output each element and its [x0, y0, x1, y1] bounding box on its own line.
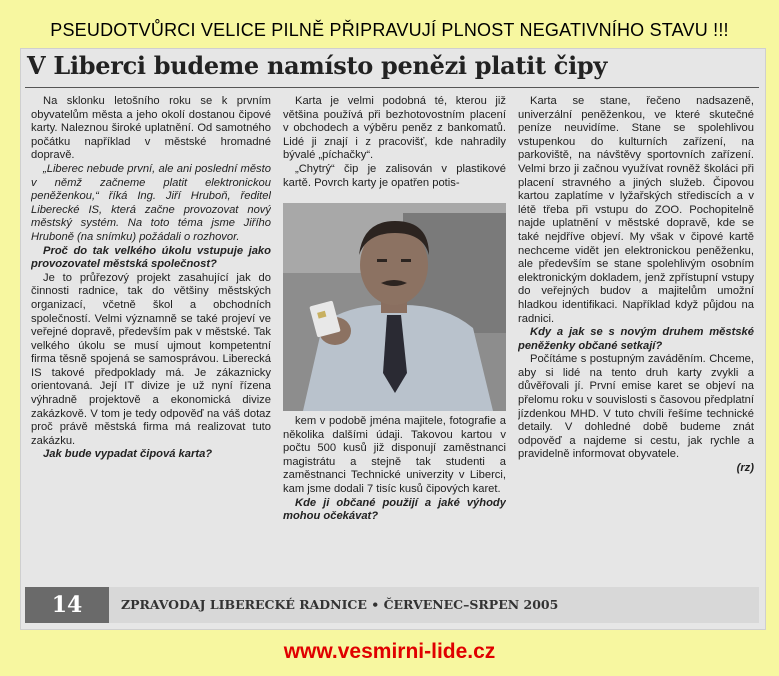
newspaper-clipping [20, 48, 766, 630]
article-paragraph: Karta je velmi podobná té, kterou již většina používá při bezhotovostním placení v obchodech a výběru peněz z bankomatů. Lidé ji znají i z pracovišť, kde nahradily bývalé „píchačky“. [283, 95, 506, 162]
article-paragraph: Je to průřezový projekt zasahující jak do činnosti radnice, tak do většiny městských organizací, včetně škol a obchodních společností. Velmi významně se také projeví ve veřejné dopravě, především pak v městské. Tak velkého úkolu se musí ujmout kompetentní firma těsně spojená se samosprávou. Liberecká IS takové předpoklady má. Je zákaznicky orientovaná. Její IT divize je už nyní řízena výhradně projektově a ekonomická divize zakázkově. V tom je tedy odpověď na váš dotaz proč právě městská firma má realizovat tuto zakázku. [31, 271, 271, 447]
column-3 [283, 415, 506, 575]
column-2 [283, 95, 506, 200]
portrait-photo [283, 203, 506, 411]
page-number: 14 [25, 587, 109, 623]
article-photo [283, 203, 506, 411]
website-url[interactable]: www.vesmirni-lide.cz [283, 640, 496, 663]
article-headline: V Liberci budeme namísto penězi platit čipy [27, 51, 608, 80]
article-paragraph: Na sklonku letošního roku se k prvním obyvatelům města a jeho okolí dostanou čipové karty. Naleznou široké uplatnění. Od samotného počátku například v městské hromadné dopravě. [31, 95, 271, 162]
article-paragraph: Karta se stane, řečeno nadsazeně, univerzální peněženkou, ve které skutečné peníze neuvidíme. Stane se spolehlivou vstupenkou do kulturních zařízení, na parkoviště, na návštěvy sportovních zařízení. Velmi brzo ji začnou využívat rovněž školáci při placení stravného a jiných služeb. Čipovou kartou zaplatíme v lyžařských střediscích a v létě třeba při vstupu do ZOO. Pochopitelně najde uplatnění v městské dopravě, kde se také nejdříve objeví. My však v čipové kartě nechceme vidět jen elektronickou peněženku, ale především se stane spolehlivým osobním elektronickým dokladem, jenž zpřístupní vstupy do veřejných budov a majitelům umožní hladkou identifikaci. Například když půjdou na radnici. [518, 95, 754, 325]
publication-footer: ZPRAVODAJ LIBERECKÉ RADNICE • ČERVENEC–SRPEN 2005 [121, 597, 559, 612]
article-paragraph: „Liberec nebude první, ale ani poslední město v němž začneme platit elektronickou peněženkou,“ říká Ing. Jiří Hruboň, ředitel Liberecké IS, která začne provozovat nový městský systém. Na toto téma jsme Jiřího Hruboně (na snímku) požádali o rozhovor. [31, 162, 271, 243]
interview-question: Jak bude vypadat čipová karta? [43, 448, 213, 461]
banner-title: PSEUDOTVŮRCI VELICE PILNĚ PŘIPRAVUJÍ PLNOST NEGATIVNÍHO STAVU !!! [50, 20, 729, 40]
interview-question: Kdy a jak se s novým druhem městské peněženky občané setkají? [518, 326, 754, 352]
interview-question: Proč do tak velkého úkolu vstupuje jako provozovatel městská společnost? [31, 244, 271, 271]
interview-question: Kde ji občané použijí a jaké výhody mohou očekávat? [283, 496, 506, 523]
column-1 [31, 95, 271, 575]
column-4 [518, 95, 754, 575]
article-paragraph: kem v podobě jména majitele, fotografie a několika dalšími údaji. Takovou kartou v počtu 500 kusů již disponují zaměstnanci magistrátu a stejně tak studenti a zaměstnanci Technické univerzity v Liberci, kam jsme dodali 7 tisíc kusů čipových karet. [283, 415, 506, 495]
author-initials: (rz) [736, 462, 754, 475]
article-paragraph: „Chytrý“ čip je zalisován v plastikové kartě. Povrch karty je opatřen potis- [283, 162, 506, 189]
article-paragraph: Počítáme s postupným zaváděním. Chceme, aby si lidé na tento druh karty zvykli a důvěřovali jí. První emise karet se objeví na přelomu roku v souvislosti s časovou předplatní jízdenkou MHD. V tuto chvíli řešíme technické detaily. V dohledné době budeme znát odpověď a najdeme si cestu, jak rychle a pravidelně informovat obyvatele. [518, 353, 754, 461]
headline-rule [25, 87, 759, 88]
